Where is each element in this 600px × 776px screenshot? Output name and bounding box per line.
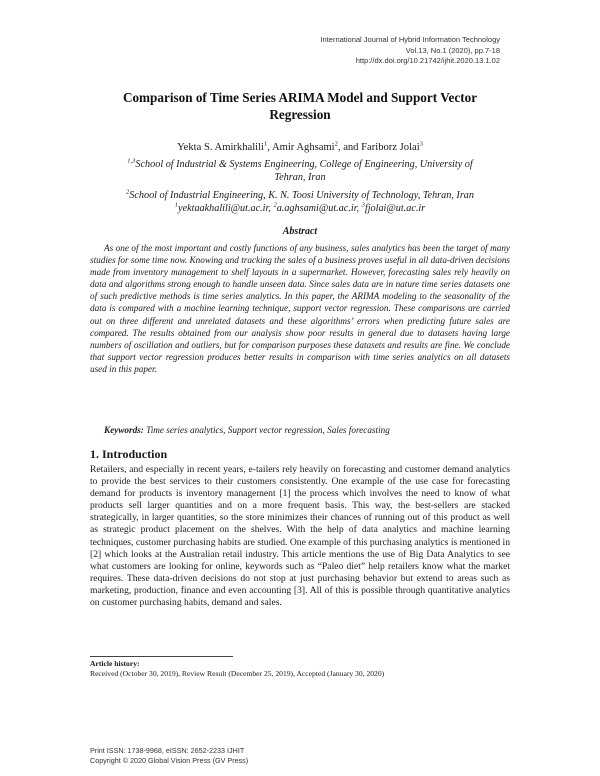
affiliation-2-text: School of Industrial Engineering, K. N. Toosi University of Technology, Tehran, Iran xyxy=(129,190,474,201)
journal-volume: Vol.13, No.1 (2020), pp.7-18 xyxy=(405,45,500,55)
journal-doi-link[interactable]: http://dx.doi.org/10.21742/ijhit.2020.13.1.02 xyxy=(355,56,500,65)
affiliation-2-superscript: 2 xyxy=(126,188,130,196)
author-separator: , and xyxy=(337,142,362,153)
paper-title-line-2: Regression xyxy=(269,106,331,122)
author-2: Amir Aghsami xyxy=(271,142,335,153)
email-2: a.aghsami@ut.ac.ir, xyxy=(276,203,362,214)
footer-issn: Print ISSN: 1738-9968, eISSN: 2652-2233 IJHIT xyxy=(90,746,245,755)
page-footer xyxy=(90,746,390,765)
author-emails xyxy=(88,202,512,215)
email-1-superscript: 1 xyxy=(174,201,179,209)
affiliation-1-line-2: Tehran, Iran xyxy=(274,172,326,183)
abstract-text: As one of the most important and costly functions of any business, sales analytics has been the target of many studies for some time now. Knowing and tracking the sales of a business proves useful in all data-driven decisions made from inventory management to shelf layouts in a supermarket. However, forecasting sales rely heavily on data and algorithms strong enough to handle unseen data. Since sales data are in nature time series datasets one of such predictive methods is time series analytics. In this paper, the ARIMA modeling to the seasonality of the data is compared with a machine learning technique, support vector regression. These comparisons are carried out on three different and unrelated datasets and these algorithms’ errors when predicting future sales are compared. The results obtained from our analysis show poor results in general due to datasets having large numbers of oscillation and outliers, but for comparison purposes these datasets and results are fine. We conclude that support vector regression produces better results in comparison with time series analytics on all datasets used in this paper. xyxy=(90,243,510,374)
journal-header xyxy=(200,35,500,67)
email-1: yektaakhalili@ut.ac.ir, xyxy=(178,203,274,214)
article-history-text: Received (October 30, 2019), Review Result (December 25, 2019), Accepted (January 30, 2020) xyxy=(90,669,385,678)
author-1-superscript: 1 xyxy=(263,140,268,148)
author-list xyxy=(90,142,510,153)
author-1: Yekta S. Amirkhalili xyxy=(177,142,264,153)
email-3-superscript: 3 xyxy=(361,201,365,209)
affiliation-1-line-1: School of Industrial & Systems Engineering, College of Engineering, University of xyxy=(135,159,473,170)
author-3: Fariborz Jolai xyxy=(361,142,420,153)
paper-title xyxy=(90,90,510,123)
article-history-label: Article history: xyxy=(90,659,140,668)
journal-name: International Journal of Hybrid Information Technology xyxy=(320,35,500,44)
author-3-superscript: 3 xyxy=(419,140,423,148)
keywords-text: Time series analytics, Support vector regression, Sales forecasting xyxy=(143,425,390,435)
affiliation-1 xyxy=(88,158,512,184)
keywords xyxy=(104,425,510,435)
keywords-label: Keywords: xyxy=(104,425,144,435)
email-3: fjolai@ut.ac.ir xyxy=(364,203,426,214)
section-title-introduction: 1. Introduction xyxy=(90,447,168,461)
introduction-text: Retailers, and especially in recent years, e-tailers rely heavily on forecasting and customer demand analytics to provide the best services to their customers consistently. One example of the use case for forecasting demand for products is inventory management [1] the process which involves the need to know of what products sell larger quantities and on a more frequent basis. This way, the best-sellers are stacked strategically, in larger quantities, so the store minimizes their chances of running out of this product as well as strategic product placement on the shelves. With the help of data analytics and machine learning techniques, customer purchasing habits are studied. One example of this purchasing analytics is mentioned in [2] which looks at the Australian retail industry. This article mentions the use of Big Data Analytics to see what customers are looking for online, keywords such as “Paleo diet” help retailers know what the market requires. These data-driven decisions do not stop at just purchasing behavior but extend to areas such as marketing, production, finance and even accounting [3]. All of this is possible through quantitative analytics on customer purchasing habits, demand and sales. xyxy=(90,464,510,609)
footnote-divider xyxy=(90,656,233,657)
author-separator: , xyxy=(267,142,272,153)
email-2-superscript: 2 xyxy=(273,201,277,209)
affiliation-2 xyxy=(88,189,512,202)
footer-copyright: Copyright © 2020 Global Vision Press (GV Press) xyxy=(90,755,249,765)
affiliation-1-superscript: 1,3 xyxy=(127,157,136,165)
abstract-heading: Abstract xyxy=(282,226,318,237)
paper-title-line-1: Comparison of Time Series ARIMA Model and Support Vector xyxy=(122,90,478,105)
author-2-superscript: 2 xyxy=(334,140,338,148)
